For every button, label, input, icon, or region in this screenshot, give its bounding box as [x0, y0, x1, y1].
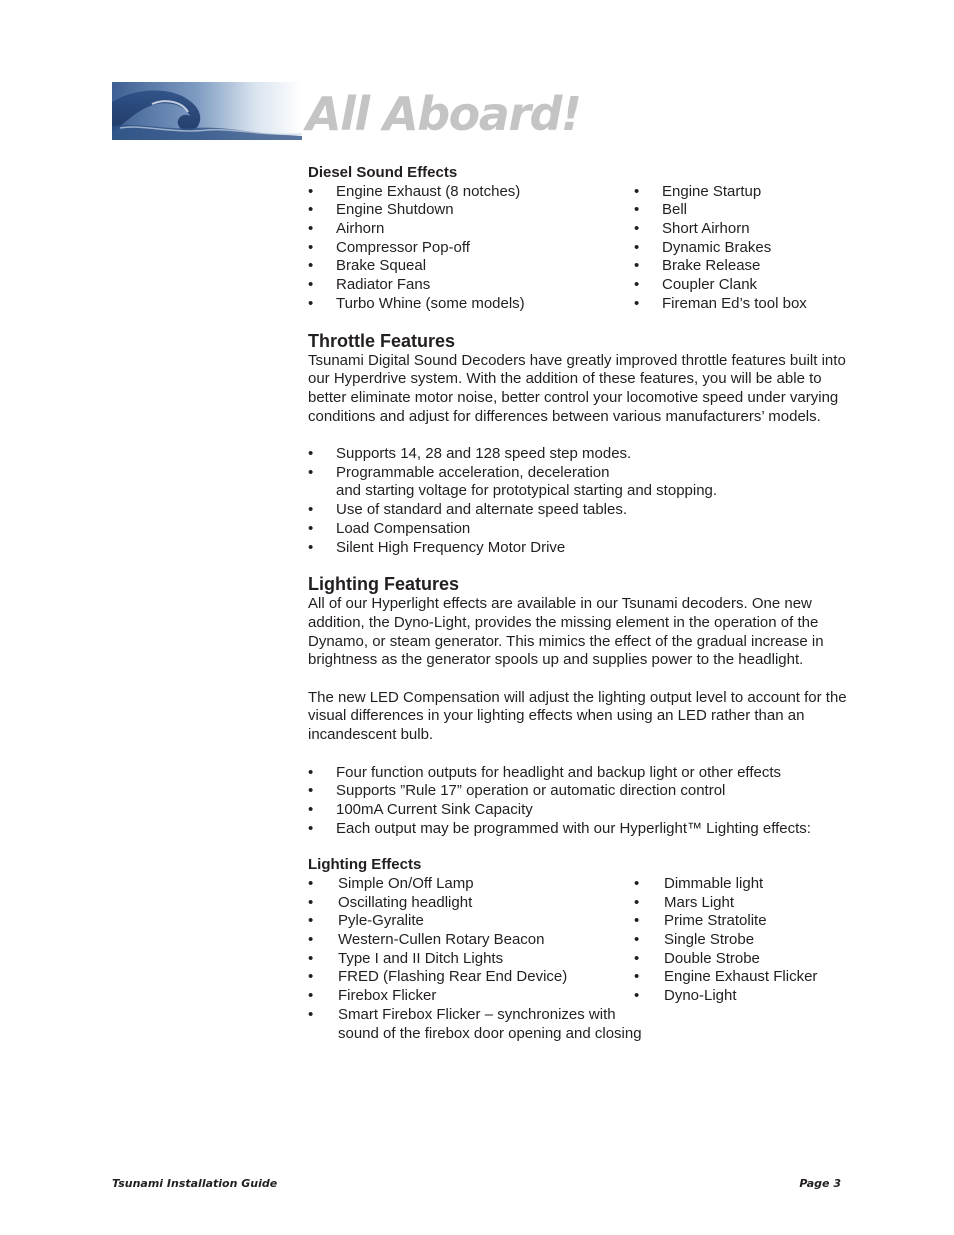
list-item: • Mars Light	[634, 893, 735, 911]
list-item: • Airhorn	[308, 220, 385, 237]
lighting-effects-list-right	[634, 875, 848, 1043]
list-item: • Dimmable light	[634, 874, 764, 892]
list-item: • 100mA Current Sink Capacity	[308, 800, 533, 818]
diesel-effects-list-right	[634, 183, 848, 314]
list-item: • Dyno-Light	[634, 987, 737, 1005]
list-item: • Turbo Whine (some models)	[308, 294, 525, 312]
list-item: • Dynamic Brakes	[634, 238, 772, 256]
list-item: • Use of standard and alternate speed tables.	[308, 501, 628, 519]
list-item: • Four function outputs for headlight and backup light or other effects	[308, 763, 782, 781]
ocean-wave-image	[112, 82, 302, 140]
diesel-effects-list-left	[308, 183, 634, 314]
list-item: • Engine Startup	[634, 182, 762, 200]
list-item: • Short Airhorn	[634, 220, 750, 237]
footer-document-title: Tsunami Installation Guide	[112, 1177, 278, 1190]
lighting-features-list	[308, 764, 848, 839]
list-item: • Double Strobe	[634, 949, 760, 967]
list-item: • Bell	[634, 201, 688, 219]
lighting-paragraph-1: All of our Hyperlight effects are available in our Tsunami decoders. One new addition, the Dyno-Light, provides the missing element in the operation of the Dynamo, or steam generator. This mimics the effect of the gradual increase in brightness as the generator spools up and supplies power to the headlight.	[308, 595, 824, 669]
list-item: • FRED (Flashing Rear End Device)	[308, 968, 568, 986]
throttle-features-section	[308, 330, 848, 558]
lighting-features-section	[308, 573, 848, 838]
throttle-intro-paragraph: Tsunami Digital Sound Decoders have greatly improved throttle features built into our Hyperdrive system. With the addition of these features, you will be able to better eliminate motor noise, better control your locomotive speed under varying conditions and adjust for differences between various manufacturers’ models.	[308, 351, 846, 425]
footer-page-number: Page 3	[799, 1177, 841, 1190]
list-item: • Oscillating headlight	[308, 893, 473, 911]
list-item: • Prime Stratolite	[634, 912, 767, 930]
list-item: • Programmable acceleration, deceleration and starting voltage for prototypical starting and stopping.	[308, 463, 718, 500]
list-item: • Silent High Frequency Motor Drive	[308, 538, 566, 556]
page-title: All Aboard!	[306, 87, 581, 141]
lighting-effects-section	[308, 856, 848, 1043]
list-item: • Coupler Clank	[634, 276, 758, 294]
lighting-effects-heading: Lighting Effects	[308, 856, 422, 874]
list-item: • Compressor Pop-off	[308, 238, 470, 256]
list-item: • Engine Shutdown	[308, 201, 454, 219]
list-item: • Single Strobe	[634, 931, 755, 949]
list-item: • Supports 14, 28 and 128 speed step modes.	[308, 445, 632, 463]
list-item: • Each output may be programmed with our Hyperlight™ Lighting effects:	[308, 819, 811, 837]
lighting-features-heading: Lighting Features	[308, 574, 460, 595]
list-item: • Radiator Fans	[308, 276, 431, 294]
list-item: • Engine Exhaust (8 notches)	[308, 182, 521, 200]
list-item: • Fireman Ed’s tool box	[634, 294, 807, 312]
list-item: • Western-Cullen Rotary Beacon	[308, 931, 545, 949]
list-item: • Load Compensation	[308, 519, 471, 537]
list-item: • Smart Firebox Flicker – synchronizes with sound of the firebox door opening and closing	[308, 1005, 642, 1042]
throttle-features-list	[308, 445, 848, 557]
list-item: • Engine Exhaust Flicker	[634, 968, 818, 986]
diesel-sound-effects-heading: Diesel Sound Effects	[308, 164, 458, 181]
page-content	[308, 164, 848, 1043]
list-item: • Firebox Flicker	[308, 987, 437, 1005]
lighting-paragraph-2: The new LED Compensation will adjust the lighting output level to account for the visual differences in your lighting effects when using an LED rather than an incandescent bulb.	[308, 688, 847, 744]
list-item: • Type I and II Ditch Lights	[308, 949, 504, 967]
list-item: • Brake Squeal	[308, 257, 427, 275]
list-item: • Brake Release	[634, 257, 761, 275]
list-item: • Pyle-Gyralite	[308, 912, 424, 930]
diesel-sound-effects-section	[308, 164, 848, 314]
list-item: • Supports ”Rule 17” operation or automatic direction control	[308, 782, 726, 800]
list-item: • Simple On/Off Lamp	[308, 874, 474, 892]
throttle-features-heading: Throttle Features	[308, 330, 456, 351]
lighting-effects-list-left	[308, 874, 642, 1043]
